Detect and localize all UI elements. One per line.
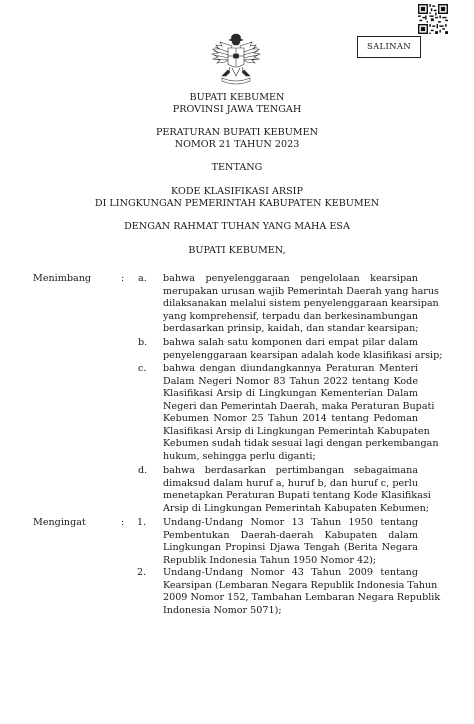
text-line: menetapkan Peraturan Bupati tentang Kode Klasifikasi [163,490,431,502]
mengingat-label: Mengingat [33,517,86,528]
text-line: Kearsipan (Lembaran Negara Republik Indonesia Tahun [163,579,438,591]
menimbang-item-b [163,337,443,362]
subject-title-line-1: KODE KLASIFIKASI ARSIP [171,186,303,197]
subject-title-line-2: DI LINGKUNGAN PEMERINTAH KABUPATEN KEBUMEN [94,198,380,209]
mengingat-marker-1: 1. [137,517,147,528]
text-line: 2009 Nomor 152, Tambahan Lembaran Negara Republik [163,592,441,604]
text-line: bahwa penyelenggaraan pengelolaan kearsipan [163,273,418,284]
text-line: bahwa berdasarkan pertimbangan sebagaimana [163,465,418,476]
mengingat-marker-2: 2. [137,567,147,578]
text-line: Dalam Negeri Nomor 83 Tahun 2022 tentang Kode [163,375,418,387]
menimbang-label: Menimbang [33,273,92,284]
authority-heading: BUPATI KEBUMEN, [188,245,286,256]
text-line: Kebumen sudah tidak sesuai lagi dengan perkembangan [163,438,439,450]
mengingat-item-2 [163,567,441,617]
about-heading: TENTANG [211,162,263,173]
text-line: Undang-Undang Nomor 13 Tahun 1950 tentang [163,517,418,528]
text-line: bahwa dengan diundangkannya Peraturan Menteri [163,363,418,374]
menimbang-marker-d: d. [138,465,148,476]
text-line: dimaksud dalam huruf a, huruf b, dan huruf c, perlu [163,477,418,489]
qr-code-icon [418,4,448,34]
text-line: Klasifikasi Arsip di Lingkungan Pemerintah Kabupaten [163,425,430,437]
grace-statement: DENGAN RAHMAT TUHAN YANG MAHA ESA [124,221,350,232]
province-title: PROVINSI JAWA TENGAH [172,104,302,115]
garuda-emblem-icon [208,30,264,88]
menimbang-item-d [163,465,431,515]
text-line: Indonesia Nomor 5071); [163,604,282,616]
text-line: Undang-Undang Nomor 43 Tahun 2009 tentang [163,567,418,578]
regulation-title: PERATURAN BUPATI KEBUMEN [155,127,319,138]
text-line: berdasarkan prinsip, kaidah, dan standar kearsipan; [163,323,419,335]
text-line: Republik Indonesia Tahun 1950 Nomor 42); [163,554,377,566]
text-line: Kebumen Nomor 25 Tahun 2014 tentang Pedoman [163,413,418,425]
text-line: dilaksanakan melalui sistem penyelenggaraan kearsipan [163,298,439,310]
menimbang-marker-a: a. [138,273,147,284]
text-line: bahwa salah satu komponen dari empat pilar dalam [163,337,418,348]
regulation-number: NOMOR 21 TAHUN 2023 [174,139,300,150]
menimbang-marker-b: b. [138,337,148,348]
salinan-stamp: SALINAN [357,36,421,58]
text-line: Arsip di Lingkungan Pemerintah Kabupaten Kebumen; [163,502,430,514]
regent-title: BUPATI KEBUMEN [189,92,285,103]
text-line: Klasifikasi Arsip di Lingkungan Kementerian Dalam [163,388,418,400]
menimbang-colon: : [121,273,125,284]
text-line: Pembentukan Daerah-daerah Kabupaten dalam [163,529,418,541]
menimbang-item-a [163,273,439,336]
text-line: Negeri dan Pemerintah Daerah, maka Peraturan Bupati [163,400,435,412]
menimbang-marker-c: c. [138,363,147,374]
text-line: yang komprehensif, terpadu dan berkesinambungan [163,310,418,322]
menimbang-item-c [163,363,439,463]
text-line: Lingkungan Propinsi Djawa Tengah (Berita Negara [163,542,418,554]
mengingat-item-1 [163,517,418,567]
text-line: hukum, sehingga perlu diganti; [163,450,316,462]
text-line: merupakan urusan wajib Pemerintah Daerah yang harus [163,285,439,297]
mengingat-colon: : [121,517,125,528]
text-line: penyelenggaraan kearsipan adalah kode klasifikasi arsip; [163,349,443,361]
